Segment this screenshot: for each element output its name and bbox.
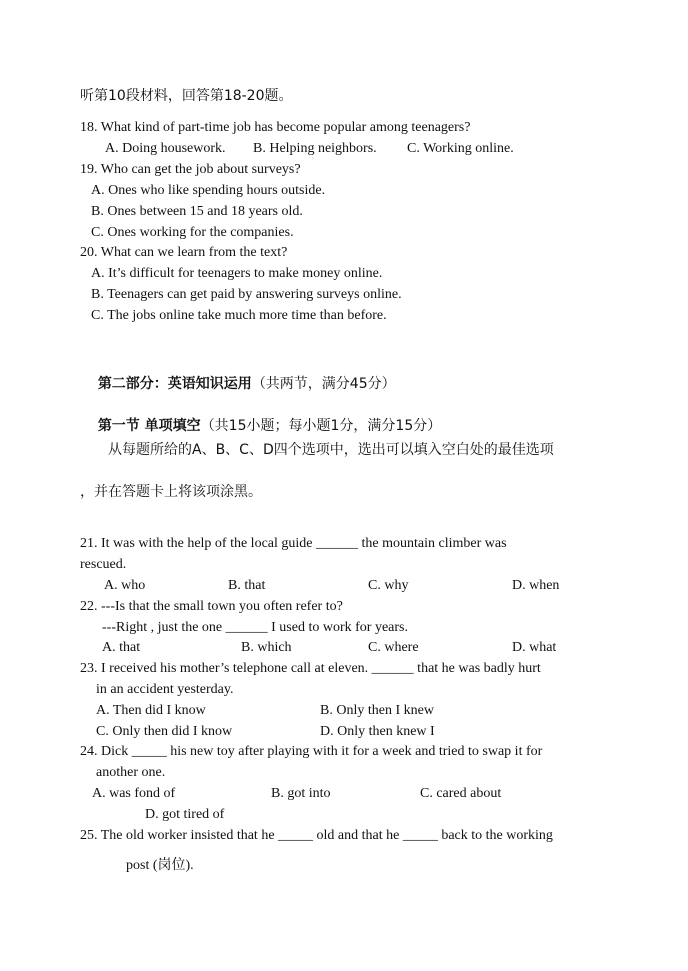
instruction-line-2: ，并在答题卡上将该项涂黑。 (80, 484, 262, 500)
question-19-stem: 19. Who can get the job about surveys? (80, 162, 301, 177)
option-21-b: B. that (228, 578, 266, 593)
option-23-a: A. Then did I know (96, 703, 206, 718)
option-24-c: C. cared about (420, 786, 502, 801)
question-18-options (0, 140, 688, 158)
question-25-stem-2: post (岗位). (126, 858, 194, 873)
option-18-c: C. Working online. (407, 141, 514, 156)
option-19-c: C. Ones working for the companies. (91, 225, 294, 240)
question-22-stem-2: ---Right , just the one ______ I used to work for years. (102, 620, 408, 635)
question-24-stem-2: another one. (96, 765, 166, 780)
question-22-options (0, 639, 688, 657)
option-24-a: A. was fond of (92, 786, 176, 801)
question-23-stem-1: 23. I received his mother’s telephone call at eleven. ______ that he was badly hurt (80, 661, 541, 676)
listening-header: 听第10段材料，回答第18-20题。 (80, 88, 293, 104)
question-24-options-row-1 (0, 785, 688, 803)
option-18-a: A. Doing housework. (105, 141, 226, 156)
section1-title-bold: 第一节 单项填空 (97, 418, 201, 434)
option-24-b: B. got into (271, 786, 331, 801)
option-21-d: D. when (512, 578, 560, 593)
question-22-stem-1: 22. ---Is that the small town you often refer to? (80, 599, 343, 614)
option-20-c: C. The jobs online take much more time than before. (91, 308, 387, 323)
option-23-b: B. Only then I knew (320, 703, 434, 718)
option-24-d: D. got tired of (145, 807, 225, 822)
question-23-options-row-1 (0, 702, 688, 720)
question-21-options (0, 577, 688, 595)
part2-title-bold: 第二部分：英语知识运用 (97, 376, 252, 392)
option-22-b: B. which (241, 640, 292, 655)
option-20-a: A. It’s difficult for teenagers to make money online. (91, 266, 383, 281)
instruction-line-1: 从每题所给的A、B、C、D四个选项中，选出可以填入空白处的最佳选项 (108, 442, 554, 458)
option-19-b: B. Ones between 15 and 18 years old. (91, 204, 303, 219)
option-22-a: A. that (102, 640, 141, 655)
option-23-c: C. Only then did I know (96, 724, 233, 739)
question-24-stem-1: 24. Dick _____ his new toy after playing with it for a week and tried to swap it for (80, 744, 543, 759)
question-23-options-row-2 (0, 723, 688, 741)
question-18-stem: 18. What kind of part-time job has become popular among teenagers? (80, 120, 471, 135)
option-21-a: A. who (104, 578, 146, 593)
question-21-stem-1: 21. It was with the help of the local guide ______ the mountain climber was (80, 536, 507, 551)
part2-title-note: （共两节，满分45分） (251, 376, 396, 392)
question-20-stem: 20. What can we learn from the text? (80, 245, 288, 260)
option-23-d: D. Only then knew I (320, 724, 435, 739)
option-19-a: A. Ones who like spending hours outside. (91, 183, 326, 198)
option-22-d: D. what (512, 640, 557, 655)
option-18-b: B. Helping neighbors. (253, 141, 377, 156)
section1-title-note: （共15小题；每小题1分，满分15分） (200, 418, 442, 434)
question-21-stem-2: rescued. (80, 557, 127, 572)
option-22-c: C. where (368, 640, 419, 655)
question-25-stem-1: 25. The old worker insisted that he _____ old and that he _____ back to the working (80, 828, 553, 843)
option-20-b: B. Teenagers can get paid by answering surveys online. (91, 287, 402, 302)
question-23-stem-2: in an accident yesterday. (96, 682, 234, 697)
option-21-c: C. why (368, 578, 409, 593)
